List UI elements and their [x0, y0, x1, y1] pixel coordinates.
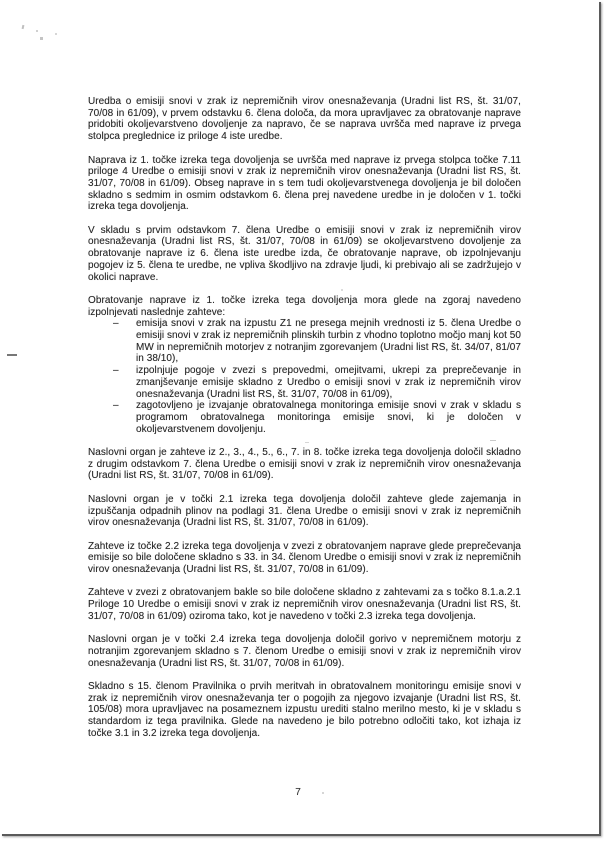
list-item-text: izpolnjuje pogoje v zvezi s prepovedmi, omejitvami, ukrepi za preprečevanje in zmanjševanje emisije skladno z Uredbo o emisiji snovi v zrak iz nepremičnih virov onesnaževanja (Uradni list RS, št. 31/07, 70/08 in 61/09),: [136, 365, 521, 400]
scan-artifact: [22, 25, 25, 29]
paragraph-naslovni-organ-zahteve: Naslovni organ je zahteve iz 2., 3., 4., 5., 6., 7. in 8. točke izreka tega dovoljenja določil skladno z drugim odstavkom 7. člena Uredbe o emisiji snovi v zrak iz nepremičnih virov onesnaževanja (Uradni list RS, št. 31/07, 70/08 in 61/09).: [88, 447, 521, 482]
dash-bullet: –: [113, 365, 119, 377]
paragraph-bakla-2-3: Zahteve v zvezi z obratovanjem bakle so bile določene skladno z zahtevami za s točko 8.1.a.2.1 Priloge 10 Uredbe o emisiji snovi v zrak iz nepremičnih virov onesnaževanja (Uradni list RS, št. 31/07, 70/08 in 61/09) oziroma tako, kot je navedeno v točki 2.3 izreka tega dovoljenja.: [88, 587, 521, 622]
scan-artifact: [40, 37, 43, 40]
dash-bullet: –: [113, 400, 119, 412]
paragraph-tocka-2-1: Naslovni organ je v točki 2.1 izreka tega dovoljenja določil zahteve glede zajemanja in izpuščanja odpadnih plinov na podlagi 31. člena Uredbe o emisiji snovi v zrak iz nepremičnih virov onesnaževanja (Uradni list RS, št. 31/07, 70/08 in 61/09).: [88, 493, 521, 529]
list-item: [88, 318, 521, 365]
page-number: 7: [295, 787, 301, 798]
list-item-text: zagotovljeno je izvajanje obratovalnega monitoringa emisije snovi v zrak v skladu s programom obratovalnega monitoringa emisije snovi, ki je določen v okoljevarstvenem dovoljenju.: [136, 400, 521, 435]
document-body: [88, 96, 521, 751]
list-item-text: emisija snovi v zrak na izpustu Z1 ne presega mejnih vrednosti iz 5. člena Uredbe o emisiji snovi v zrak iz nepremičnih plinskih turbin z vhodno toplotno močjo manj kot 50 MW in nepremičnih motorjev z notranjim zgorevanjem (Uradni list RS, št. 34/07, 81/07 in 38/10),: [136, 318, 521, 365]
dash-bullet: –: [113, 318, 119, 330]
list-item: [88, 365, 521, 400]
paragraph-requirements-intro: Obratovanje naprave iz 1. točke izreka tega dovoljenja mora glede na zgoraj navedeno izpolnjevati naslednje zahteve:: [88, 294, 521, 318]
scan-artifact: [36, 30, 38, 32]
scan-artifact-dash: [7, 354, 17, 356]
paragraph-naprava-classification: Naprava iz 1. točke izreka tega dovoljenja se uvršča med naprave iz prvega stolpca točke 7.11 priloge 4 Uredbe o emisiji snovi v zrak iz nepremičnih virov onesnaževanja (Uradni list RS, št. 31/07, 70/08 in 61/09). Obseg naprave in s tem tudi okoljevarstvenega dovoljenja je bil določen skladno s sedmim in osmim odstavkom 6. člena prej navedene uredbe in je določen v 1. točki izreka tega dovoljenja.: [88, 154, 521, 213]
paragraph-pravilnik-monitoring: Skladno s 15. členom Pravilnika o prvih meritvah in obratovalnem monitoringu emisije snovi v zrak iz nepremičnih virov onesnaževanja ter o pogojih za njegovo izvajanje (Uradni list RS, št. 105/08) mora upravljavec na posameznem izpustu urediti stalno merilno mesto, ki je v skladu s standardom iz tega pravilnika. Glede na navedeno je bilo potrebno odločiti tako, kot izhaja iz točke 3.1 in 3.2 izreka tega dovoljenja.: [88, 681, 521, 739]
paragraph-v-skladu-7-clen: V skladu s prvim odstavkom 7. člena Uredbe o emisiji snovi v zrak iz nepremičnih virov onesnaževanja (Uradni list RS, št. 31/07, 70/08 in 61/09) se okoljevarstveno dovoljenje za obratovanje naprave iz 6. člena iste uredbe izda, če obratovanje naprave, ob izpolnjevanju pogojev iz 5. člena te uredbe, ne vpliva škodljivo na zdravje ljudi, ki prebivajo ali se zadržujejo v okolici naprave.: [88, 224, 521, 283]
requirements-list: [88, 318, 521, 435]
paragraph-tocka-2-4: Naslovni organ je v točki 2.4 izreka tega dovoljenja določil gorivo v nepremičnem motorju z notranjim zgorevanjem skladno s 7. členom Uredbe o emisiji snovi v zrak iz nepremičnih virov onesnaževanja (Uradni list RS, št. 31/07, 70/08 in 61/09).: [88, 634, 521, 669]
list-item: [88, 400, 521, 435]
paragraph-uredba-definition: Uredba o emisiji snovi v zrak iz nepremičnih virov onesnaževanja (Uradni list RS, št. 31/07, 70/08 in 61/09), v prvem odstavku 6. člena določa, da mora upravljavec za obratovanje naprave pridobiti okoljevarstveno dovoljenje za napravo, če se naprava uvršča med naprave iz prvega stolpca preglednice iz priloge 4 iste uredbe.: [88, 96, 521, 143]
paragraph-tocka-2-2: Zahteve iz točke 2.2 izreka tega dovoljenja v zvezi z obratovanjem naprave glede preprečevanja emisije so bile določene skladno s 33. in 34. členom Uredbe o emisiji snovi v zrak iz nepremičnih virov onesnaževanja (Uradni list RS, št. 31/07, 70/08 in 61/09).: [88, 540, 521, 576]
scan-artifact: [55, 33, 57, 35]
